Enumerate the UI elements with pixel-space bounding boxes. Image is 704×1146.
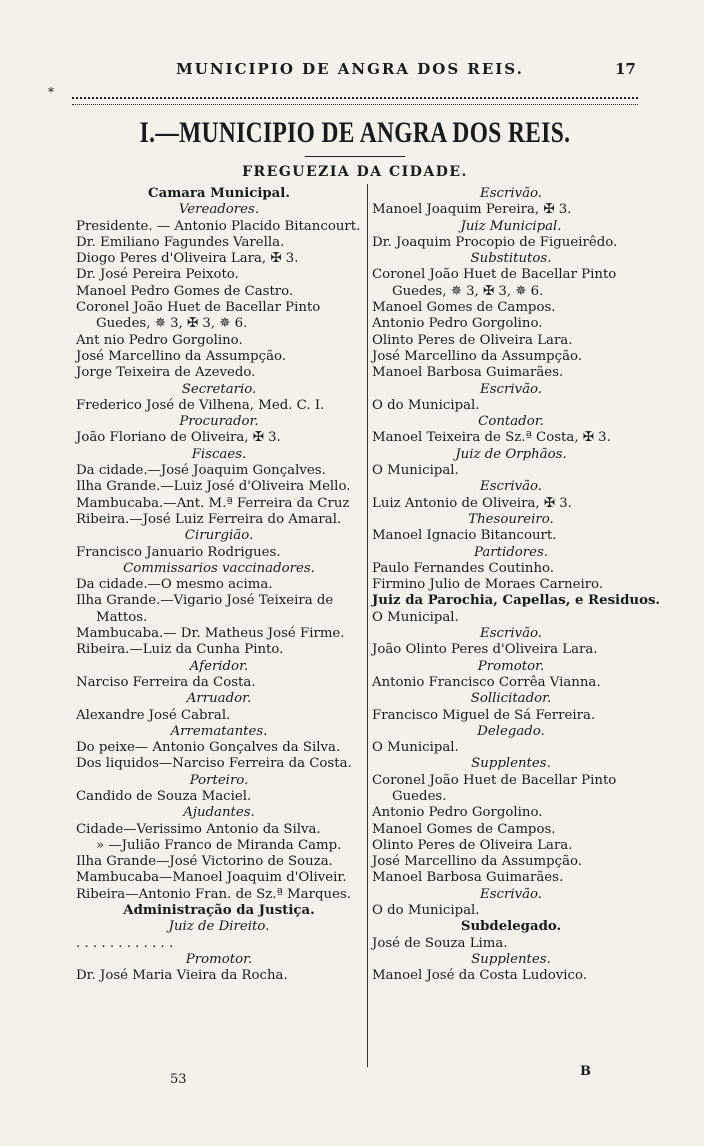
entry-line: Frederico José de Vilhena, Med. C. I. xyxy=(76,397,325,413)
entry-line: Ribeira—Antonio Fran. de Sz.ª Marques. xyxy=(76,886,351,902)
entry-line: Mambucaba.— Dr. Matheus José Firme. xyxy=(76,626,345,642)
entry-line: Substitutos. xyxy=(470,251,552,267)
entry-line: Arruador. xyxy=(186,691,252,707)
entry-line: José de Souza Lima. xyxy=(372,935,508,951)
entry-line: Ribeira.—Luiz da Cunha Pinto. xyxy=(76,642,284,658)
entry-line: Da cidade.—O mesmo acima. xyxy=(76,577,273,593)
entry-line: Do peixe— Antonio Gonçalves da Silva. xyxy=(76,740,341,756)
entry-line: João Olinto Peres d'Oliveira Lara. xyxy=(372,642,598,658)
entry-line: Olinto Peres de Oliveira Lara. xyxy=(372,332,573,348)
entry-line: Procurador. xyxy=(179,414,259,430)
entry-line: Manoel Barbosa Guimarães. xyxy=(372,365,564,381)
entry-line: Cidade—Verissimo Antonio da Silva. xyxy=(76,821,321,837)
entry-line: O Municipal. xyxy=(372,463,459,479)
entry-line: » —Julião Franco de Miranda Camp. xyxy=(96,837,342,853)
entry-line: Ribeira.—José Luiz Ferreira do Amaral. xyxy=(76,511,342,527)
entry-line: Presidente. — Antonio Placido Bitancourt. xyxy=(76,218,361,234)
entry-line: Supplentes. xyxy=(471,951,551,967)
column-divider xyxy=(367,184,368,1067)
entry-line: . . . . . . . . . . . . xyxy=(76,935,174,951)
ornamental-rule xyxy=(72,97,638,105)
entry-line: O Municipal. xyxy=(372,609,459,625)
entry-line: Manoel Ignacio Bitancourt. xyxy=(372,528,557,544)
entry-line: Manoel Pedro Gomes de Castro. xyxy=(76,283,294,299)
entry-line: Subdelegado. xyxy=(460,919,562,935)
entry-line: Coronel João Huet de Bacellar Pinto Guedes, ✵ 3, ✠ 3, ✵ 6. xyxy=(372,267,617,299)
entry-line: Alexandre José Cabral. xyxy=(76,707,231,723)
entry-line: Manoel José da Costa Ludovico. xyxy=(372,968,588,984)
entry-line: Juiz da Parochia, Capellas, e Residuos. xyxy=(372,593,661,609)
entry-line: Escrivão. xyxy=(479,479,543,495)
entry-line: Juiz de Orphãos. xyxy=(455,446,567,462)
signature-mark-right: B xyxy=(580,1064,591,1079)
entry-line: O do Municipal. xyxy=(372,397,480,413)
entry-line: Diogo Peres d'Oliveira Lara, ✠ 3. xyxy=(76,251,299,267)
entry-line: Cirurgião. xyxy=(184,528,254,544)
entry-line: Promotor. xyxy=(477,658,545,674)
entry-line: Escrivão. xyxy=(479,381,543,397)
entry-line: Antonio Pedro Gorgolino. xyxy=(372,805,543,821)
entry-line: José Marcellino da Assumpção. xyxy=(372,348,582,364)
entry-line: Manoel Gomes de Campos. xyxy=(372,300,556,316)
section-title: I.—MUNICIPIO DE ANGRA DOS REIS. xyxy=(139,116,571,149)
entry-line: Supplentes. xyxy=(471,756,551,772)
entry-line: Luiz Antonio de Oliveira, ✠ 3. xyxy=(372,495,572,511)
entry-line: Francisco Januario Rodrigues. xyxy=(76,544,281,560)
entry-line: Narciso Ferreira da Costa. xyxy=(76,674,256,690)
running-header: MUNICIPIO DE ANGRA DOS REIS. xyxy=(176,60,524,78)
entry-line: José Marcellino da Assumpção. xyxy=(372,854,582,870)
entry-line: Dr. José Maria Vieira da Rocha. xyxy=(76,968,288,984)
entry-line: Arrematantes. xyxy=(170,723,268,739)
entry-line: Promotor. xyxy=(185,951,253,967)
entry-line: Manoel Joaquim Pereira, ✠ 3. xyxy=(372,202,572,218)
entry-line: Escrivão. xyxy=(479,626,543,642)
entry-line: Paulo Fernandes Coutinho. xyxy=(372,560,555,576)
entry-line: Escrivão. xyxy=(479,886,543,902)
entry-line: Juiz de Direito. xyxy=(168,919,270,935)
entry-line: Commissarios vaccinadores. xyxy=(123,560,315,576)
left-column xyxy=(76,186,362,985)
entry-line: Da cidade.—José Joaquim Gonçalves. xyxy=(76,463,326,479)
entry-line: Dr. Joaquim Procopio de Figueirêdo. xyxy=(372,234,618,250)
entry-line: Ant nio Pedro Gorgolino. xyxy=(76,332,243,348)
entry-line: José Marcellino da Assumpção. xyxy=(76,348,286,364)
entry-line: Ilha Grande.—Vigario José Teixeira de Mattos. xyxy=(76,593,334,625)
entry-line: Thesoureiro. xyxy=(468,511,554,527)
entry-line: Mambucaba.—Ant. M.ª Ferreira da Cruz xyxy=(76,495,350,511)
entry-line: Manoel Teixeira de Sz.ª Costa, ✠ 3. xyxy=(372,430,611,446)
entry-line: Juiz Municipal. xyxy=(460,218,562,234)
entry-line: Secretario. xyxy=(181,381,257,397)
parish-subtitle: FREGUEZIA DA CIDADE. xyxy=(242,164,468,180)
entry-line: Ilha Grande—José Victorino de Souza. xyxy=(76,854,333,870)
entry-line: Manoel Gomes de Campos. xyxy=(372,821,556,837)
entry-line: Ajudantes. xyxy=(183,805,255,821)
right-column xyxy=(372,186,661,985)
entry-line: Manoel Barbosa Guimarães. xyxy=(372,870,564,886)
entry-line: Aferidor. xyxy=(189,658,249,674)
entry-line: Sollicitador. xyxy=(470,691,552,707)
entry-line: Dr. Emiliano Fagundes Varella. xyxy=(76,234,285,250)
entry-line: Fiscaes. xyxy=(191,446,247,462)
title-underline xyxy=(305,156,405,157)
entry-line: João Floriano de Oliveira, ✠ 3. xyxy=(76,430,281,446)
entry-line: Jorge Teixeira de Azevedo. xyxy=(76,365,256,381)
entry-line: Firmino Julio de Moraes Carneiro. xyxy=(372,577,604,593)
entry-line: Escrivão. xyxy=(479,186,543,201)
entry-line: Francisco Miguel de Sá Ferreira. xyxy=(372,707,596,723)
entry-line: Delegado. xyxy=(477,723,545,739)
entry-line: Partidores. xyxy=(473,544,549,560)
entry-line: Administração da Justiça. xyxy=(123,903,315,919)
entry-line: Ilha Grande.—Luiz José d'Oliveira Mello. xyxy=(76,479,351,495)
entry-line: Camara Municipal. xyxy=(148,186,290,201)
entry-line: Antonio Francisco Corrêa Vianna. xyxy=(372,674,601,690)
entry-line: Coronel João Huet de Bacellar Pinto Guedes, ✵ 3, ✠ 3, ✵ 6. xyxy=(76,300,321,332)
entry-line: Porteiro. xyxy=(189,772,249,788)
entry-line: Vereadores. xyxy=(178,202,260,218)
signature-mark-left: 53 xyxy=(170,1072,187,1087)
page-number: 17 xyxy=(615,60,636,78)
entry-line: Dr. José Pereira Peixoto. xyxy=(76,267,239,283)
margin-mark: * xyxy=(48,85,54,99)
entry-line: O Municipal. xyxy=(372,740,459,756)
entry-line: Contador. xyxy=(478,414,544,430)
entry-line: Mambucaba—Manoel Joaquim d'Oliveir. xyxy=(76,870,347,886)
entry-line: Coronel João Huet de Bacellar Pinto Guedes. xyxy=(372,772,617,804)
entry-line: Antonio Pedro Gorgolino. xyxy=(372,316,543,332)
entry-line: Candido de Souza Maciel. xyxy=(76,788,252,804)
entry-line: Dos liquidos—Narciso Ferreira da Costa. xyxy=(76,756,352,772)
entry-line: Olinto Peres de Oliveira Lara. xyxy=(372,837,573,853)
entry-line: O do Municipal. xyxy=(372,903,480,919)
